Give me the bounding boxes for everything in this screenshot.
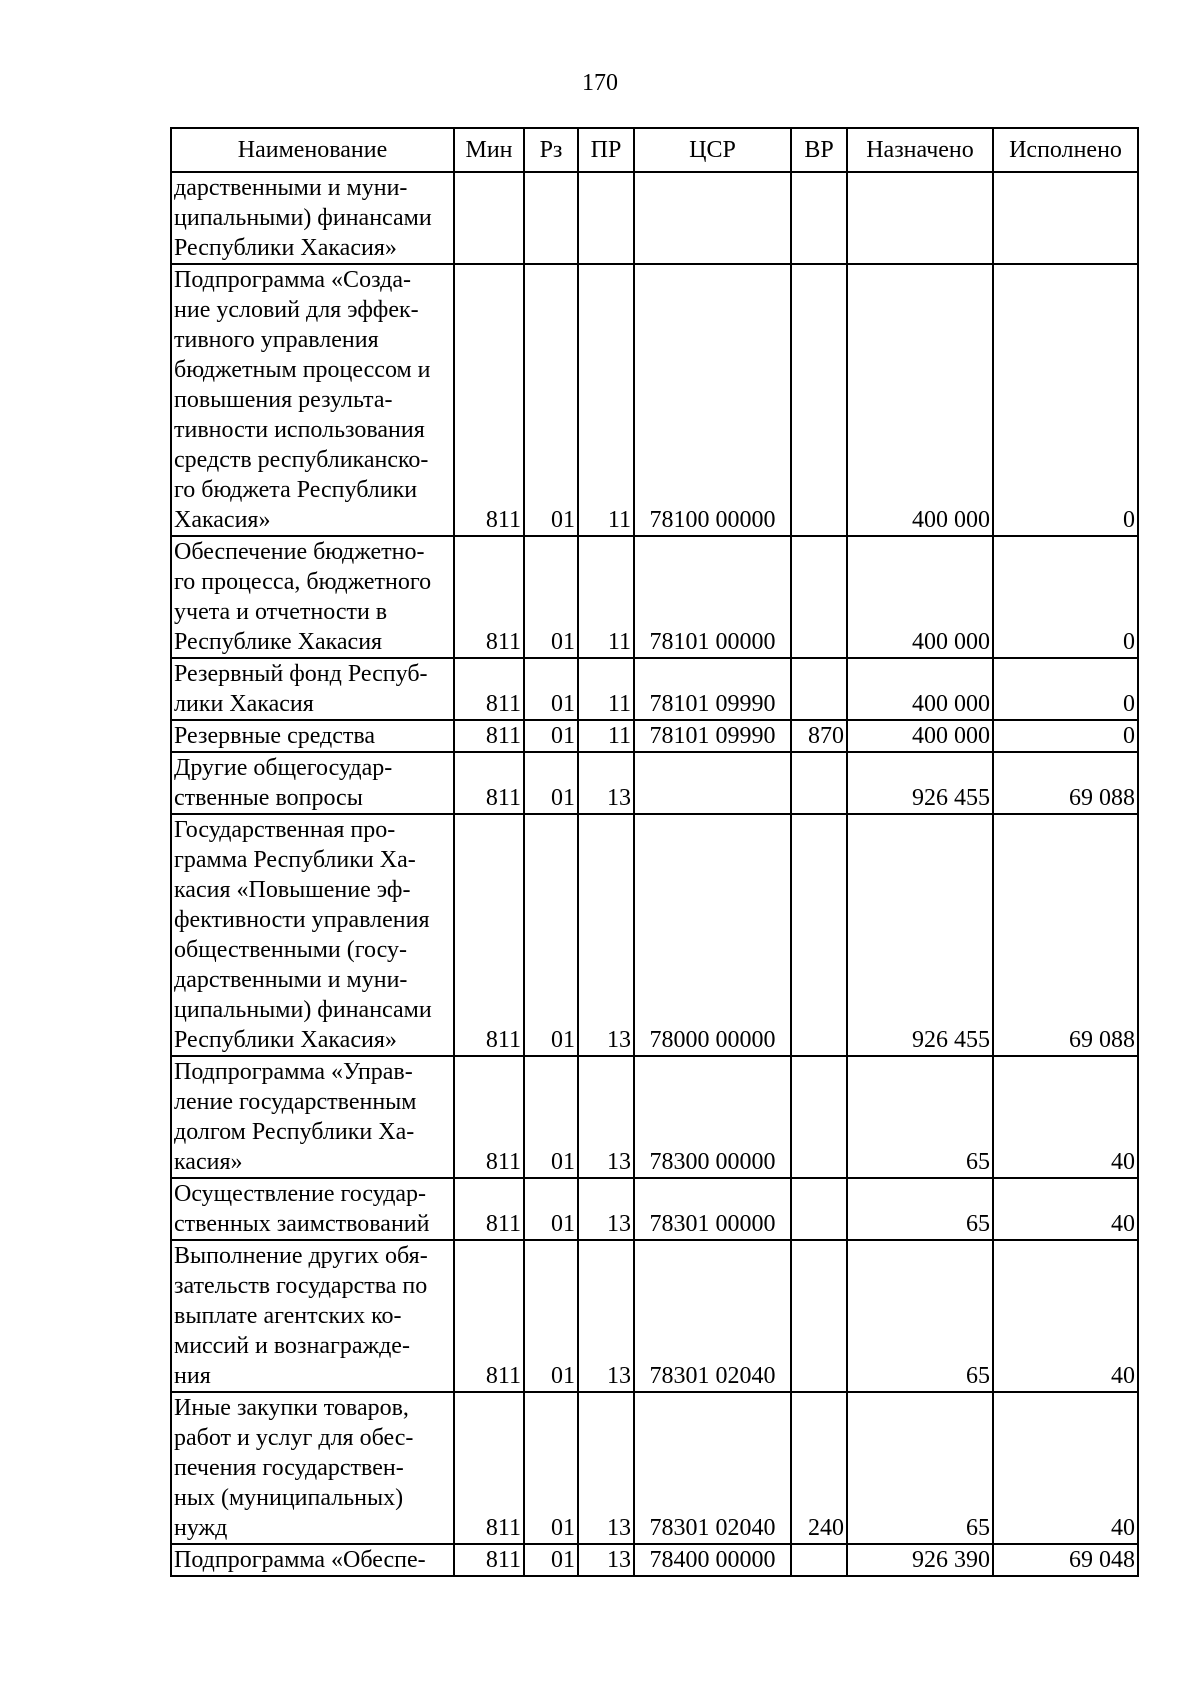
cell-csr: 78100 00000 <box>634 264 791 536</box>
cell-name: Резервные средства <box>171 720 454 752</box>
cell-name: Обеспечение бюджетно- го процесса, бюджетного учета и отчетности в Республике Хакасия <box>171 536 454 658</box>
cell-min: 811 <box>454 1240 524 1392</box>
cell-pr: 13 <box>578 814 634 1056</box>
cell-name: Другие общегосудар- ственные вопросы <box>171 752 454 814</box>
cell-csr <box>634 172 791 264</box>
cell-executed: 40 <box>993 1240 1138 1392</box>
table-row <box>171 536 1138 658</box>
cell-name: Государственная про- грамма Республики Ха- касия «Повышение эф- фективности управления общественными (госу- дарственными и муни- ципальными) финансами Республики Хакасия» <box>171 814 454 1056</box>
table-row <box>171 720 1138 752</box>
cell-min: 811 <box>454 1392 524 1544</box>
cell-executed: 40 <box>993 1392 1138 1544</box>
cell-csr: 78000 00000 <box>634 814 791 1056</box>
table-row <box>171 1178 1138 1240</box>
cell-rz: 01 <box>524 720 578 752</box>
cell-min: 811 <box>454 1178 524 1240</box>
cell-pr: 13 <box>578 1240 634 1392</box>
header-min: Мин <box>454 128 524 172</box>
cell-rz <box>524 172 578 264</box>
cell-assigned: 926 455 <box>847 814 993 1056</box>
table-row <box>171 814 1138 1056</box>
table-header <box>171 128 1138 172</box>
cell-assigned: 400 000 <box>847 264 993 536</box>
cell-min: 811 <box>454 264 524 536</box>
cell-csr: 78101 09990 <box>634 720 791 752</box>
cell-assigned: 65 <box>847 1240 993 1392</box>
cell-vr <box>791 658 847 720</box>
cell-executed <box>993 172 1138 264</box>
table-row <box>171 172 1138 264</box>
cell-name: дарственными и муни- ципальными) финансами Республики Хакасия» <box>171 172 454 264</box>
cell-pr: 13 <box>578 1392 634 1544</box>
cell-assigned: 65 <box>847 1178 993 1240</box>
table-row <box>171 1544 1138 1576</box>
cell-csr: 78400 00000 <box>634 1544 791 1576</box>
cell-executed: 69 088 <box>993 814 1138 1056</box>
table-row <box>171 1392 1138 1544</box>
budget-execution-table <box>170 127 1139 1577</box>
page-number: 170 <box>582 70 618 96</box>
cell-vr <box>791 1056 847 1178</box>
cell-vr <box>791 1240 847 1392</box>
cell-vr <box>791 264 847 536</box>
cell-rz: 01 <box>524 1178 578 1240</box>
cell-name: Выполнение других обя- зательств государства по выплате агентских ко- миссий и вознагражде- ния <box>171 1240 454 1392</box>
cell-assigned: 926 455 <box>847 752 993 814</box>
table-row <box>171 1240 1138 1392</box>
cell-assigned: 65 <box>847 1392 993 1544</box>
cell-csr: 78101 09990 <box>634 658 791 720</box>
cell-rz: 01 <box>524 1240 578 1392</box>
cell-name: Подпрограмма «Созда- ние условий для эффек- тивного управления бюджетным процессом и повышения результа- тивности использования средств республиканско- го бюджета Республики Хакасия» <box>171 264 454 536</box>
header-executed: Исполнено <box>993 128 1138 172</box>
header-name: Наименование <box>171 128 454 172</box>
cell-rz: 01 <box>524 752 578 814</box>
cell-csr: 78301 02040 <box>634 1240 791 1392</box>
cell-name: Иные закупки товаров, работ и услуг для обес- печения государствен- ных (муниципальных) нужд <box>171 1392 454 1544</box>
cell-vr <box>791 536 847 658</box>
cell-rz: 01 <box>524 1392 578 1544</box>
table-row <box>171 1056 1138 1178</box>
cell-rz: 01 <box>524 814 578 1056</box>
header-csr: ЦСР <box>634 128 791 172</box>
header-rz: Рз <box>524 128 578 172</box>
cell-pr: 11 <box>578 720 634 752</box>
cell-min: 811 <box>454 536 524 658</box>
cell-csr: 78300 00000 <box>634 1056 791 1178</box>
table-row <box>171 752 1138 814</box>
cell-csr: 78101 00000 <box>634 536 791 658</box>
header-pr: ПР <box>578 128 634 172</box>
cell-executed: 69 048 <box>993 1544 1138 1576</box>
cell-executed: 40 <box>993 1178 1138 1240</box>
cell-csr: 78301 02040 <box>634 1392 791 1544</box>
cell-csr: 78301 00000 <box>634 1178 791 1240</box>
cell-min: 811 <box>454 720 524 752</box>
cell-rz: 01 <box>524 1544 578 1576</box>
cell-vr: 240 <box>791 1392 847 1544</box>
cell-pr: 11 <box>578 658 634 720</box>
cell-rz: 01 <box>524 1056 578 1178</box>
cell-vr: 870 <box>791 720 847 752</box>
cell-min: 811 <box>454 1544 524 1576</box>
cell-executed: 0 <box>993 720 1138 752</box>
cell-assigned <box>847 172 993 264</box>
cell-rz: 01 <box>524 658 578 720</box>
cell-executed: 0 <box>993 536 1138 658</box>
cell-min: 811 <box>454 752 524 814</box>
cell-name: Резервный фонд Респуб- лики Хакасия <box>171 658 454 720</box>
cell-assigned: 400 000 <box>847 658 993 720</box>
table-row <box>171 264 1138 536</box>
cell-min: 811 <box>454 1056 524 1178</box>
cell-vr <box>791 1544 847 1576</box>
cell-pr: 11 <box>578 536 634 658</box>
cell-vr <box>791 752 847 814</box>
cell-pr: 13 <box>578 1056 634 1178</box>
cell-assigned: 400 000 <box>847 720 993 752</box>
header-assigned: Назначено <box>847 128 993 172</box>
cell-assigned: 926 390 <box>847 1544 993 1576</box>
cell-rz: 01 <box>524 264 578 536</box>
cell-pr: 13 <box>578 1178 634 1240</box>
cell-pr: 11 <box>578 264 634 536</box>
table-body <box>171 172 1138 1576</box>
cell-vr <box>791 172 847 264</box>
cell-assigned: 400 000 <box>847 536 993 658</box>
cell-name: Осуществление государ- ственных заимствований <box>171 1178 454 1240</box>
cell-name: Подпрограмма «Управ- ление государственным долгом Республики Ха- касия» <box>171 1056 454 1178</box>
cell-pr: 13 <box>578 1544 634 1576</box>
header-vr: ВР <box>791 128 847 172</box>
cell-name: Подпрограмма «Обеспе- <box>171 1544 454 1576</box>
cell-csr <box>634 752 791 814</box>
cell-vr <box>791 814 847 1056</box>
cell-rz: 01 <box>524 536 578 658</box>
cell-vr <box>791 1178 847 1240</box>
cell-min <box>454 172 524 264</box>
table-row <box>171 658 1138 720</box>
cell-executed: 40 <box>993 1056 1138 1178</box>
cell-min: 811 <box>454 814 524 1056</box>
cell-executed: 0 <box>993 264 1138 536</box>
cell-executed: 69 088 <box>993 752 1138 814</box>
header-row <box>171 128 1138 172</box>
cell-executed: 0 <box>993 658 1138 720</box>
cell-pr: 13 <box>578 752 634 814</box>
cell-min: 811 <box>454 658 524 720</box>
cell-pr <box>578 172 634 264</box>
cell-assigned: 65 <box>847 1056 993 1178</box>
